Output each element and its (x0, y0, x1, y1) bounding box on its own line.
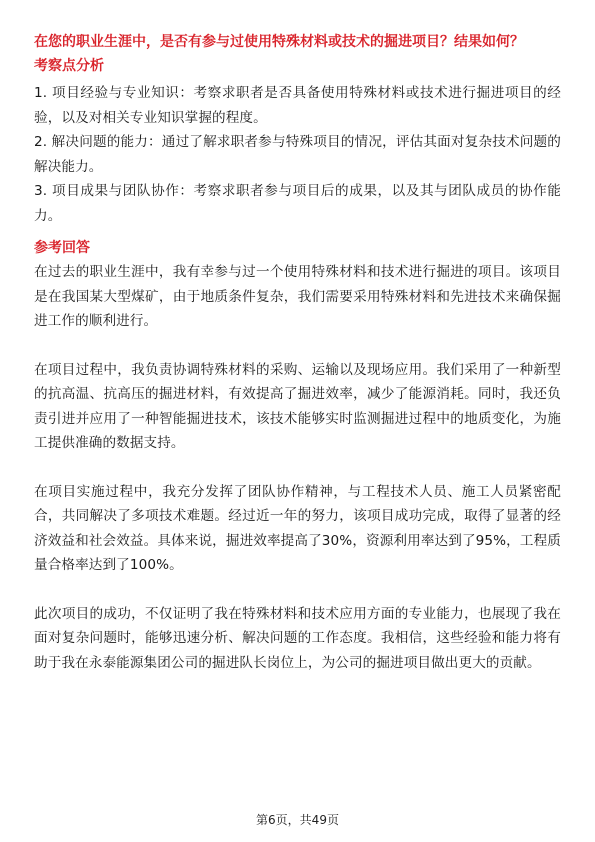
answer-paragraph-1: 在过去的职业生涯中，我有幸参与过一个使用特殊材料和技术进行掘进的项目。该项目是在我国某大型煤矿，由于地质条件复杂，我们需要采用特殊材料和先进技术来确保掘进工作的顺利进行。 (34, 264, 561, 329)
analysis-point-2: 2. 解决问题的能力：通过了解求职者参与特殊项目的情况，评估其面对复杂技术问题的解决能力。 (34, 134, 561, 175)
analysis-point-3: 3. 项目成果与团队协作：考察求职者参与项目后的成果，以及其与团队成员的协作能力。 (34, 183, 561, 224)
question-heading: 在您的职业生涯中，是否有参与过使用特殊材料或技术的掘进项目？结果如何？ (34, 34, 524, 50)
answer-paragraph-4: 此次项目的成功，不仅证明了我在特殊材料和技术应用方面的专业能力，也展现了我在面对复杂问题时，能够迅速分析、解决问题的工作态度。我相信，这些经验和能力将有助于我在永泰能源集团公司的掘进队长岗位上，为公司的掘进项目做出更大的贡献。 (34, 605, 561, 671)
analysis-title: 考察点分析 (34, 58, 104, 74)
document-body (34, 30, 561, 675)
answer-paragraph-2: 在项目过程中，我负责协调特殊材料的采购、运输以及现场应用。我们采用了一种新型的抗高温、抗高压的掘进材料，有效提高了掘进效率，减少了能源消耗。同时，我还负责引进并应用了一种智能掘进技术，该技术能够实时监测掘进过程中的地质变化，为施工提供准确的数据支持。 (34, 361, 561, 451)
analysis-point-1: 1. 项目经验与专业知识：考察求职者是否具备使用特殊材料或技术进行掘进项目的经验，以及对相关专业知识掌握的程度。 (34, 85, 561, 126)
page-number: 第6页，共49页 (256, 813, 339, 827)
answer-paragraph-3: 在项目实施过程中，我充分发挥了团队协作精神，与工程技术人员、施工人员紧密配合，共同解决了多项技术难题。经过近一年的努力，该项目成功完成，取得了显著的经济效益和社会效益。具体来说，掘进效率提高了30%，资源利用率达到了95%，工程质量合格率达到了100%。 (34, 483, 561, 573)
answer-title: 参考回答 (34, 240, 90, 256)
